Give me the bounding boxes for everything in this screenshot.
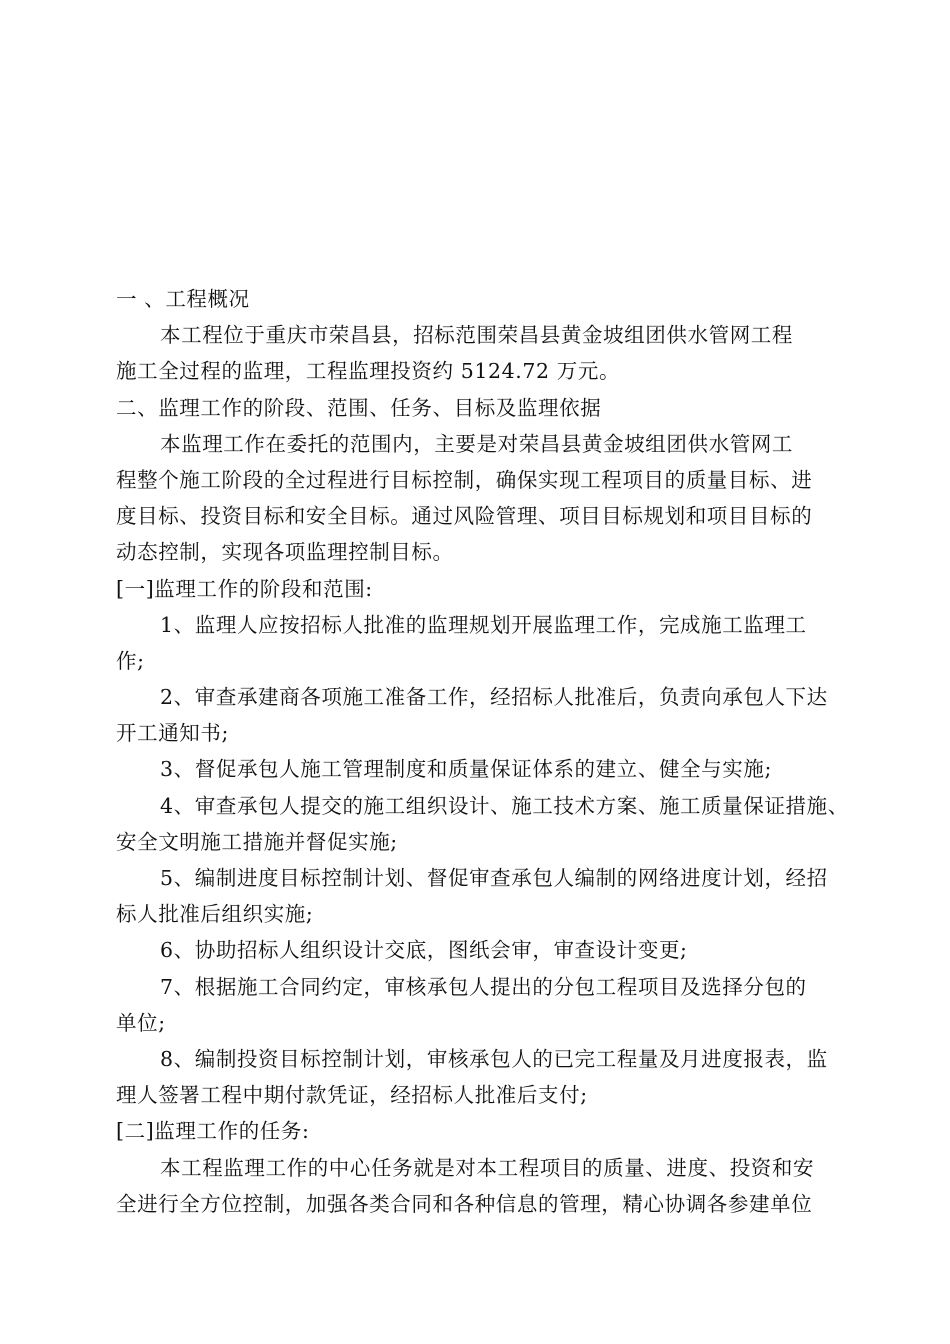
text-line: 开工通知书;	[116, 721, 230, 746]
text-line: 单位;	[116, 1010, 166, 1035]
text-line: 本工程位于重庆市荣昌县，招标范围荣昌县黄金坡组团供水管网工程	[160, 323, 793, 348]
text-line: 动态控制，实现各项监理控制目标。	[116, 540, 454, 565]
text-line: 5、编制进度目标控制计划、督促审查承包人编制的网络进度计划，经招	[160, 866, 828, 890]
text-line: 施工全过程的监理，工程监理投资约 5124.72 万元。	[116, 359, 621, 384]
text-line: 全进行全方位控制，加强各类合同和各种信息的管理，精心协调各参建单位	[116, 1191, 813, 1216]
text-line: [二]监理工作的任务:	[116, 1119, 310, 1144]
text-line: 作;	[116, 648, 145, 673]
text-line: 4、审查承包人提交的施工组织设计、施工技术方案、施工质量保证措施、	[160, 793, 849, 818]
text-line: 本工程监理工作的中心任务就是对本工程项目的质量、进度、投资和安	[160, 1155, 815, 1180]
text-line: 6、协助招标人组织设计交底，图纸会审，审查设计变更;	[160, 938, 688, 963]
text-line: 二、监理工作的阶段、范围、任务、目标及监理依据	[116, 395, 602, 420]
text-line: 7、根据施工合同约定，审核承包人提出的分包工程项目及选择分包的	[160, 974, 807, 999]
document-body	[116, 281, 849, 1222]
text-line: 8、编制投资目标控制计划，审核承包人的已完工程量及月进度报表，监	[160, 1046, 828, 1071]
text-line: 本监理工作在委托的范围内，主要是对荣昌县黄金坡组团供水管网工	[160, 431, 793, 456]
text-line: 2、审查承建商各项施工准备工作，经招标人批准后，负责向承包人下达	[160, 685, 828, 710]
text-line: 一 、工程概况	[116, 287, 250, 311]
text-line: [一]监理工作的阶段和范围:	[116, 576, 373, 601]
text-line: 理人签署工程中期付款凭证，经招标人批准后支付;	[116, 1083, 588, 1108]
text-line: 度目标、投资目标和安全目标。通过风险管理、项目目标规划和项目目标的	[116, 504, 813, 529]
text-line: 1、监理人应按招标人批准的监理规划开展监理工作，完成施工监理工	[160, 612, 807, 637]
text-line: 3、督促承包人施工管理制度和质量保证体系的建立、健全与实施;	[160, 757, 772, 782]
text-line: 标人批准后组织实施;	[116, 902, 314, 927]
text-line: 安全文明施工措施并督促实施;	[116, 829, 398, 854]
text-line: 程整个施工阶段的全过程进行目标控制，确保实现工程项目的质量目标、进	[116, 467, 813, 492]
